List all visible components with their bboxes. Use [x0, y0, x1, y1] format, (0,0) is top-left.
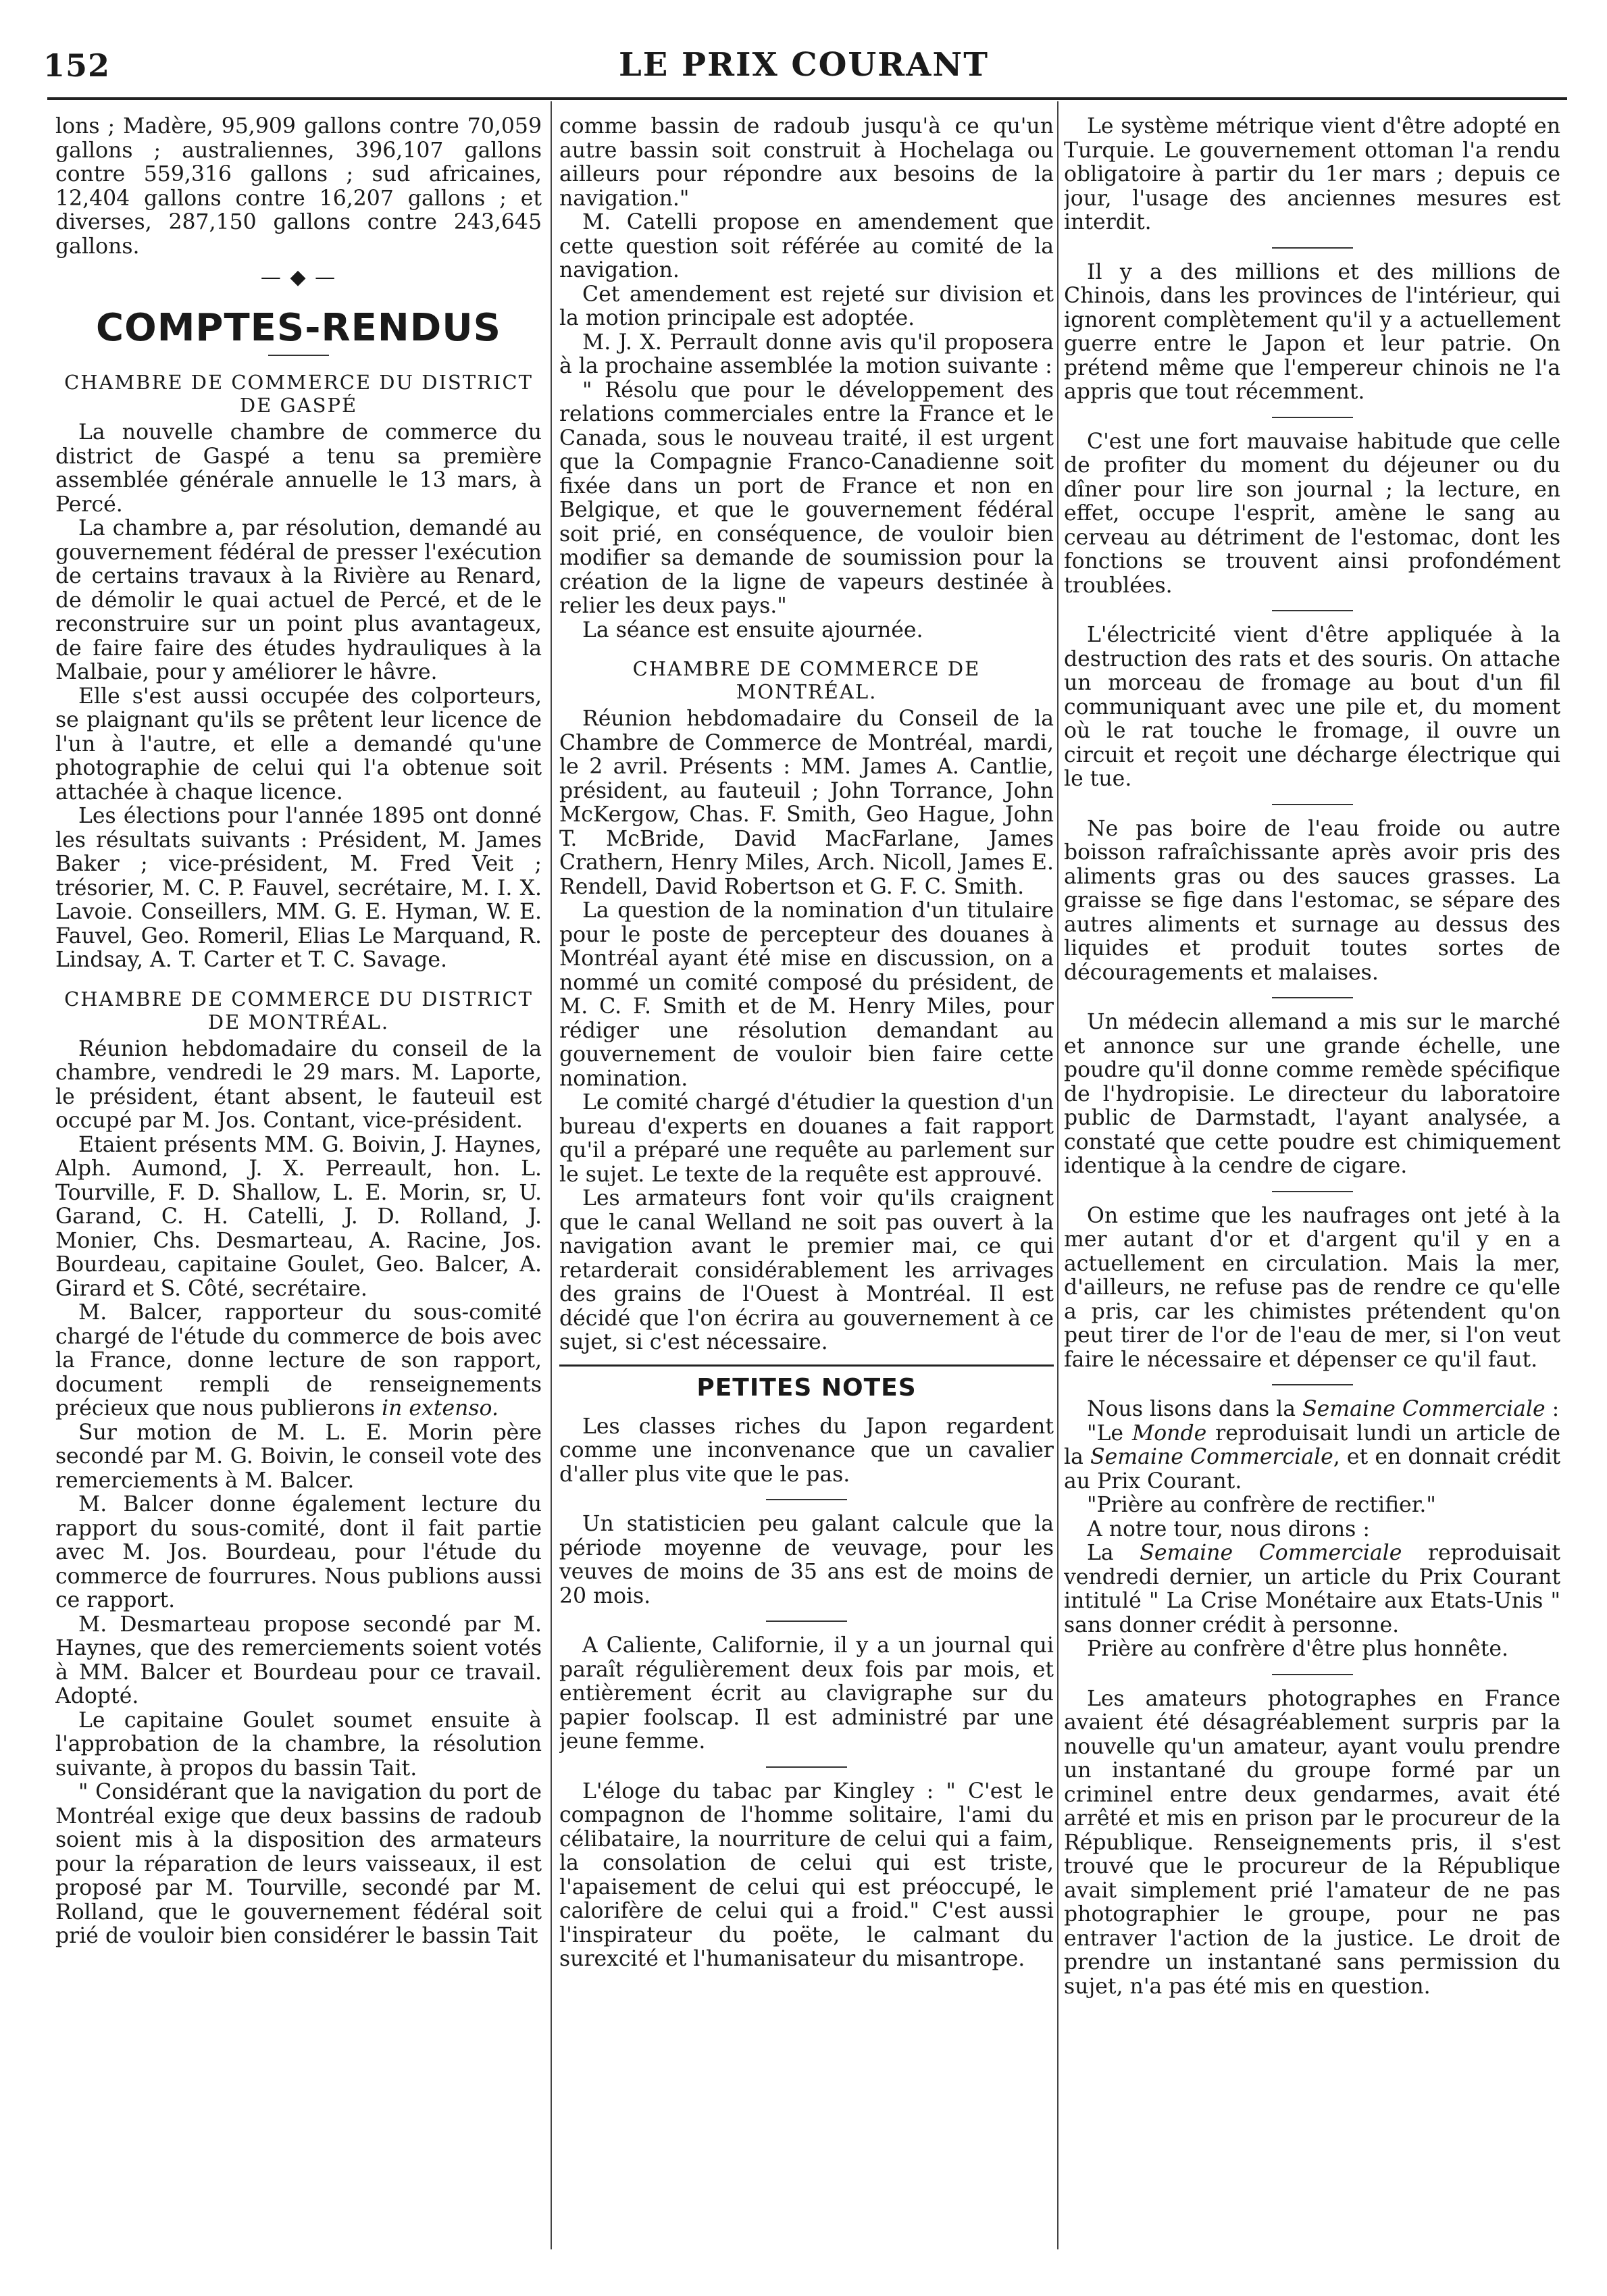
- italic-text: Semaine Commerciale: [1090, 1445, 1333, 1469]
- paragraph: L'éloge du tabac par Kingley : " C'est le compagnon de l'homme solitaire, l'ami du célibataire, la nourriture de celui qui a faim, la consolation de celui qui est triste, l'apaisement de celui qui est préoccupé, le calorifère de celui qui a froid." C'est aussi l'inspirateur du poëte, le calmant du surexcité et l'humanisateur du misantrope.: [559, 1779, 1054, 1971]
- italic-text: Monde: [1131, 1421, 1207, 1446]
- note-separator: [1272, 997, 1353, 998]
- ornament-divider: — ◆ —: [260, 265, 337, 289]
- paragraph: Les élections pour l'année 1895 ont donné les résultats suivants : Président, M. James Baker ; vice-président, M. Fred Veit ; trésorier, M. C. P. Fauvel, secrétaire, M. I. X. Lavoie. Conseillers, MM. G. E. Hyman, W. E. Fauvel, Geo. Romeril, Elias Le Marquand, R. Lindsay, A. T. Carter et T. C. Savage.: [55, 804, 542, 972]
- note-separator: [1272, 610, 1353, 611]
- paragraph: [1064, 1541, 1560, 1637]
- paragraph: "Prière au confrère de rectifier.": [1087, 1493, 1436, 1517]
- page-number: 152: [43, 47, 111, 84]
- subheading-district-montreal: CHAMBRE DE COMMERCE DU DISTRICT DE MONTRÉAL.: [64, 987, 533, 1034]
- paragraph: lons ; Madère, 95,909 gallons contre 70,059 gallons ; australiennes, 396,107 gallons contre 559,316 gallons ; sud africaines, 12,404 gallons contre 16,207 gallons ; et diverses, 287,150 gallons contre 243,645 gallons.: [55, 115, 542, 259]
- paragraph: La chambre a, par résolution, demandé au gouvernement fédéral de presser l'exécution de certains travaux à la Rivière au Renard, de démolir le quai actuel de Percé, et de le reconstruire sur un point plus avantageux, de faire faire des études hydrauliques à la Malbaie, pour y améliorer le hâvre.: [55, 516, 542, 684]
- paragraph: L'électricité vient d'être appliquée à la destruction des rats et des souris. On attache un morceau de fromage au bout d'un fil communiquant avec une pile et, du moment où le rat touche le fromage, il ouvre un circuit et reçoit une décharge électrique qui le tue.: [1064, 623, 1560, 791]
- paragraph: " Résolu que pour le développement des relations commerciales entre la France et le Canada, sous le nouveau traité, il est urgent que la Compagnie Franco-Canadienne soit fixée dans un port de France et non en Belgique, et que le gouvernement fédéral soit prié, en conséquence, de vouloir bien modifier sa demande de soumission pour la création de la ligne de vapeurs destinée à relier les deux pays.": [559, 378, 1054, 618]
- paragraph: " Considérant que la navigation du port de Montréal exige que deux bassins de radoub soient mis à la disposition des armateurs pour la réparation de leurs vaisseaux, il est proposé par M. Tourville, secondé par M. Rolland, que le gouvernement fédéral soit prié de vouloir bien considérer le bassin Tait: [55, 1780, 542, 1948]
- note-separator: [766, 1621, 847, 1622]
- paragraph: Les armateurs font voir qu'ils craignent que le canal Welland ne soit pas ouvert à la navigation avant le premier mai, ce qui retarderait considérablement les arrivages des grains de l'Ouest à Montréal. Il est décidé que l'on écrira au gouvernement à ce sujet, si c'est nécessaire.: [559, 1186, 1054, 1354]
- paragraph: [1064, 1398, 1560, 1422]
- paragraph: La question de la nomination d'un titulaire pour le poste de percepteur des douanes à Montréal ayant été mise en discussion, on a nommé un comité composé du président, de M. C. F. Smith et de M. Henry Miles, pour rédiger une résolution demandant au gouvernement de vouloir bien faire cette nomination.: [559, 898, 1054, 1091]
- text-run: , et en donnait crédit au Prix Courant.: [1064, 1445, 1560, 1494]
- paragraph: M. Balcer donne également lecture du rapport du sous-comité, dont il fait partie avec M. Jos. Bourdeau, pour l'étude du commerce de fourrures. Nous publions aussi ce rapport.: [55, 1492, 542, 1612]
- column-right: [1064, 115, 1560, 2236]
- paragraph: Il y a des millions et des millions de Chinois, dans les provinces de l'intérieur, qui ignorent complètement qu'il y a actuellement guerre entre le Japon et leur patrie. On prétend même que l'empereur chinois ne l'a appris que tout récemment.: [1064, 259, 1560, 404]
- column-middle: [559, 115, 1054, 2236]
- subheading-gaspe: CHAMBRE DE COMMERCE DU DISTRICT DE GASPÉ: [64, 371, 533, 417]
- note-separator: [1272, 804, 1353, 805]
- paragraph: [1064, 1422, 1560, 1494]
- paragraph: M. Catelli propose en amendement que cette question soit référée au comité de la navigation.: [559, 210, 1054, 282]
- paragraph: A Caliente, Californie, il y a un journal qui paraît régulièrement deux fois par mois, et entièrement écrit au clavigraphe sur du papier foolscap. Il est administré par une jeune femme.: [559, 1633, 1054, 1754]
- paragraph: Le système métrique vient d'être adopté en Turquie. Le gouvernement ottoman l'a rendu obligatoire à partir du 1er mars ; depuis ce jour, l'usage des anciennes mesures est interdit.: [1064, 115, 1560, 234]
- paragraph: A notre tour, nous dirons :: [1087, 1516, 1370, 1541]
- paragraph: Sur motion de M. L. E. Morin père secondé par M. G. Boivin, le conseil vote des remerciements à M. Balcer.: [55, 1420, 542, 1493]
- paragraph: [55, 1301, 542, 1421]
- title-rule: [268, 355, 329, 356]
- section-title-comptes-rendus: COMPTES-RENDUS: [95, 306, 502, 350]
- paragraph: Réunion hebdomadaire du conseil de la chambre, vendredi le 29 mars. M. Laporte, le président, étant absent, le fauteuil est occupé par M. Jos. Contant, vice-président.: [55, 1036, 542, 1133]
- italic-text: Semaine Commerciale: [1302, 1397, 1546, 1421]
- text-run: reproduisait vendredi dernier, un article du Prix Courant intitulé " La Crise Monétaire aux Etats-Unis " sans donner crédit à personne.: [1064, 1541, 1560, 1637]
- paragraph: La séance est ensuite ajournée.: [582, 617, 923, 642]
- paragraph: comme bassin de radoub jusqu'à ce qu'un autre bassin soit construit à Hochelaga ou ailleurs pour répondre aux besoins de la navigation.": [559, 115, 1054, 211]
- paragraph: Etaient présents MM. G. Boivin, J. Haynes, Alph. Aumond, J. X. Perreault, hon. L. Tourville, F. D. Shallow, L. E. Morin, sr, U. Garand, C. H. Catelli, J. D. Rolland, J. Monier, Chs. Desmarteau, A. Racine, Jos. Bourdeau, capitaine Goulet, Geo. Balcer, A. Girard et S. Côté, secrétaire.: [55, 1132, 542, 1301]
- paragraph: C'est une fort mauvaise habitude que celle de profiter du moment du déjeuner ou du dîner pour lire son journal ; la lecture, en effet, occupe l'esprit, amène le sang au cerveau au détriment de l'estomac, dont les fonctions se trouvent ainsi profondément troublées.: [1064, 429, 1560, 598]
- paragraph: Le capitaine Goulet soumet ensuite à l'approbation de la chambre, la résolution suivante, à propos du bassin Tait.: [55, 1708, 542, 1781]
- note-separator: [1272, 1674, 1353, 1675]
- text-run: :: [1545, 1397, 1560, 1421]
- text-run: Nous lisons dans la: [1087, 1397, 1303, 1421]
- section-title-petites-notes: PETITES NOTES: [559, 1364, 1054, 1403]
- journal-title: LE PRIX COURANT: [618, 46, 990, 84]
- header-rule: [47, 97, 1567, 100]
- text-run: La: [1087, 1541, 1140, 1565]
- column-left: [55, 115, 542, 2236]
- text-run: "Le: [1087, 1421, 1132, 1446]
- note-separator: [766, 1766, 847, 1768]
- paragraph: Prière au confrère d'être plus honnête.: [1087, 1637, 1509, 1661]
- paragraph: Cet amendement est rejeté sur division et la motion principale est adoptée.: [559, 282, 1054, 330]
- paragraph: On estime que les naufrages ont jeté à la mer autant d'or et d'argent qu'il y en a actuellement en circulation. Mais la mer, d'ailleurs, ne refuse pas de rendre ce qu'elle a pris, car les chimistes prétendent qu'on peut tirer de l'or de l'eau de mer, si l'on veut faire le nécessaire et dépenser ce qu'il faut.: [1064, 1203, 1560, 1372]
- paragraph: Les classes riches du Japon regardent comme une inconvenance que un cavalier d'aller plus vite que le pas.: [559, 1414, 1054, 1487]
- italic-text: Semaine Commerciale: [1140, 1541, 1402, 1565]
- paragraph: M. Desmarteau propose secondé par M. Haynes, que des remerciements soient votés à MM. Balcer et Bourdeau pour ce travail. Adopté.: [55, 1612, 542, 1708]
- paragraph: Réunion hebdomadaire du Conseil de la Chambre de Commerce de Montréal, mardi, le 2 avril. Présents : MM. James A. Cantlie, président, au fauteuil ; John Torrance, John McKergow, Chas. F. Smith, Geo Hague, John T. McBride, David MacFarlane, James Crathern, Henry Miles, Arch. Nicoll, James E. Rendell, David Robertson et G. F. C. Smith.: [559, 707, 1054, 899]
- text-run: M. Balcer, rapporteur du sous-comité chargé de l'étude du commerce de bois avec la France, donne lecture de son rapport, document rempli de renseignements précieux que nous publierons: [55, 1300, 542, 1421]
- note-separator: [1272, 1191, 1353, 1192]
- column-divider: [551, 101, 552, 2249]
- paragraph: Les amateurs photographes en France avaient été désagréablement surpris par la nouvelle qu'un amateur, ayant voulu prendre un instantané du groupe formé par un criminel entre deux gendarmes, avait été arrêté et mis en prison par le procureur de la République. Renseignements pris, il s'est trouvé que le procureur de la République avait simplement prié l'amateur de ne pas photographier le groupe, pour ne pas entraver l'action de la justice. Le droit de prendre un instantané sans permission du sujet, n'a pas été mis en question.: [1064, 1686, 1560, 1999]
- paragraph: Un statisticien peu galant calcule que la période moyenne de veuvage, pour les veuves de moins de 35 ans est de moins de 20 mois.: [559, 1512, 1054, 1608]
- paragraph: Un médecin allemand a mis sur le marché et annonce sur une grande échelle, une poudre qu'il donne comme remède spécifique de l'hydropisie. Le directeur du laboratoire public de Darmstadt, l'ayant analysée, a constaté que cette poudre est chimiquement identique à la cendre de cigare.: [1064, 1010, 1560, 1178]
- page-header: [41, 32, 1567, 93]
- text-run: reproduisait lundi un article de la: [1064, 1421, 1560, 1469]
- paragraph: La nouvelle chambre de commerce du district de Gaspé a tenu sa première assemblée générale annuelle le 13 mars, à Percé.: [55, 420, 542, 517]
- paragraph: Ne pas boire de l'eau froide ou autre boisson rafraîchissante après avoir pris des aliments gras ou des sauces grasses. La graisse se fige dans l'estomac, se sépare des autres aliments et surnage au dessus des liquides et produit toutes sortes de découragements et malaises.: [1064, 816, 1560, 985]
- note-separator: [766, 1499, 847, 1500]
- note-separator: [1272, 247, 1353, 249]
- italic-text: in extenso.: [382, 1396, 499, 1421]
- column-divider: [1057, 101, 1058, 2249]
- paragraph: Elle s'est aussi occupée des colporteurs, se plaignant qu'ils se prêtent leur licence de l'un à l'autre, et elle a demandé qu'une photographie de celui qui l'a obtenue soit attachée à chaque licence.: [55, 684, 542, 805]
- note-separator: [1272, 1384, 1353, 1385]
- paragraph: M. J. X. Perrault donne avis qu'il proposera à la prochaine assemblée la motion suivante :: [559, 330, 1054, 378]
- note-separator: [1272, 417, 1353, 418]
- paragraph: Le comité chargé d'étudier la question d'un bureau d'experts en douanes a fait rapport qu'il a préparé une requête au parlement sur le sujet. Le texte de la requête est approuvé.: [559, 1090, 1054, 1187]
- subheading-chambre-montreal: CHAMBRE DE COMMERCE DE MONTRÉAL.: [632, 657, 981, 703]
